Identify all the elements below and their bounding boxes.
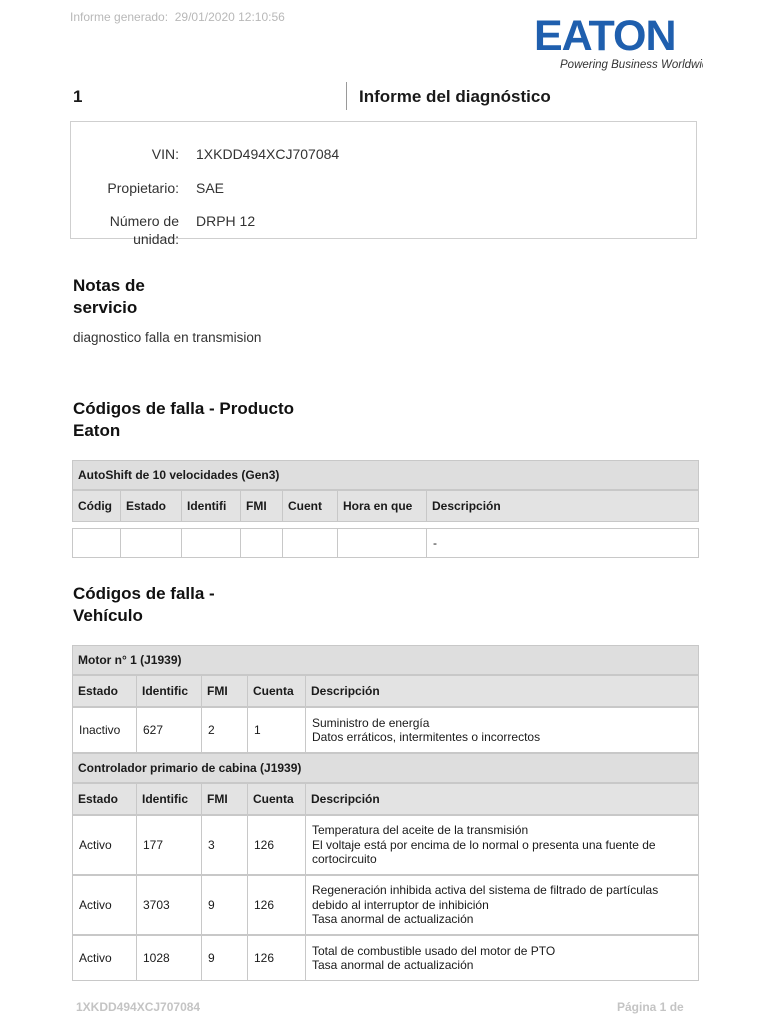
col-estado: Estado (121, 490, 182, 522)
report-title: Informe del diagnóstico (359, 87, 551, 106)
col-codigo: Códig (72, 490, 121, 522)
logo-tagline: Powering Business Worldwide (560, 59, 703, 71)
cell-cuenta: 1 (248, 707, 306, 753)
vehicle-table-header-row (72, 783, 699, 815)
cell-cuenta: 126 (248, 875, 306, 935)
unit-label-line-2: unidad: (133, 231, 179, 247)
cell-hora (338, 528, 427, 558)
cell-identificador (182, 528, 241, 558)
vin-value: 1XKDD494XCJ707084 (196, 146, 340, 162)
eaton-table-header-row (72, 490, 699, 522)
col-descripcion: Descripción (306, 675, 699, 707)
eaton-table-title: AutoShift de 10 velocidades (Gen3) (72, 460, 699, 490)
table-row (72, 707, 699, 753)
cell-cuenta: 126 (248, 935, 306, 981)
eaton-codes-table (72, 460, 699, 558)
cell-estado (121, 528, 182, 558)
cell-codigo (72, 528, 121, 558)
unit-value: DRPH 12 (196, 213, 256, 229)
footer-vin: 1XKDD494XCJ707084 (76, 1000, 201, 1014)
cell-fmi: 2 (202, 707, 248, 753)
col-identificador: Identific (137, 783, 202, 815)
generated-timestamp: 29/01/2020 12:10:56 (174, 10, 285, 24)
eaton-codes-heading (73, 398, 294, 442)
desc-line: Total de combustible usado del motor de PTO (312, 943, 556, 958)
cell-cuenta (283, 528, 338, 558)
cell-descripcion (306, 875, 699, 935)
cell-descripcion (306, 707, 699, 753)
cell-fmi (241, 528, 283, 558)
service-notes-text: diagnostico falla en transmision (73, 330, 262, 345)
vehicle-codes-heading-line-2: Vehículo (73, 606, 143, 625)
vehicle-table-header-row (72, 675, 699, 707)
desc-line: Tasa anormal de actualización (312, 912, 474, 927)
table-row (72, 528, 699, 558)
cell-identificador: 177 (137, 815, 202, 875)
col-descripcion: Descripción (427, 490, 699, 522)
cell-cuenta: 126 (248, 815, 306, 875)
col-fmi: FMI (202, 675, 248, 707)
owner-label: Propietario: (107, 180, 179, 196)
desc-line: El voltaje está por encima de lo normal o presenta una fuente de (312, 837, 656, 852)
table-row (72, 935, 699, 981)
cell-fmi: 9 (202, 875, 248, 935)
service-notes-heading (73, 275, 145, 319)
service-notes-heading-line-2: servicio (73, 298, 138, 317)
desc-line: debido al interruptor de inhibición (312, 897, 489, 912)
cell-descripcion (306, 935, 699, 981)
col-cuenta: Cuent (283, 490, 338, 522)
cell-fmi: 9 (202, 935, 248, 981)
cell-descripcion: - (427, 528, 699, 558)
table-row (72, 875, 699, 935)
cell-estado: Activo (72, 935, 137, 981)
vehicle-codes-table (72, 645, 699, 981)
group-title-motor: Motor n° 1 (J1939) (72, 645, 699, 675)
col-estado: Estado (72, 675, 137, 707)
cell-identificador: 627 (137, 707, 202, 753)
report-generated (70, 10, 285, 24)
cell-estado: Activo (72, 815, 137, 875)
col-cuenta: Cuenta (248, 783, 306, 815)
desc-line: Suministro de energía (312, 715, 430, 730)
desc-line: Temperatura del aceite de la transmisión (312, 823, 529, 838)
cell-identificador: 1028 (137, 935, 202, 981)
col-estado: Estado (72, 783, 137, 815)
unit-label-line-1: Número de (109, 213, 179, 229)
cell-descripcion (306, 815, 699, 875)
report-number: 1 (73, 87, 83, 106)
unit-label (69, 212, 179, 248)
col-descripcion: Descripción (306, 783, 699, 815)
header-divider (346, 82, 347, 110)
desc-line: Tasa anormal de actualización (312, 958, 474, 972)
col-identificador: Identifi (182, 490, 241, 522)
vehicle-codes-heading (73, 583, 215, 627)
eaton-logo-mark (533, 14, 703, 72)
desc-line: Datos erráticos, intermitentes o incorrectos (312, 730, 541, 744)
group-title-cab-controller: Controlador primario de cabina (J1939) (72, 753, 699, 783)
footer-page-number: Página 1 de (617, 1000, 684, 1014)
cell-estado: Activo (72, 875, 137, 935)
generated-label: Informe generado: (70, 10, 169, 24)
col-hora: Hora en que (338, 490, 427, 522)
eaton-logo (533, 14, 703, 72)
vin-label: VIN: (151, 146, 179, 162)
cell-fmi: 3 (202, 815, 248, 875)
desc-line: cortocircuito (312, 852, 377, 867)
logo-wordmark: EATON (534, 14, 676, 60)
table-row (72, 815, 699, 875)
col-cuenta: Cuenta (248, 675, 306, 707)
eaton-codes-heading-line-1: Códigos de falla - Producto (73, 399, 295, 418)
desc-line: Regeneración inhibida activa del sistema de filtrado de partículas (312, 883, 659, 898)
col-fmi: FMI (241, 490, 283, 522)
owner-value: SAE (196, 180, 225, 196)
col-identificador: Identific (137, 675, 202, 707)
col-fmi: FMI (202, 783, 248, 815)
vehicle-info-box (70, 121, 697, 247)
service-notes-heading-line-1: Notas de (73, 276, 145, 295)
cell-identificador: 3703 (137, 875, 202, 935)
vehicle-codes-heading-line-1: Códigos de falla - (73, 584, 215, 603)
cell-estado: Inactivo (72, 707, 137, 753)
eaton-codes-heading-line-2: Eaton (73, 421, 121, 440)
